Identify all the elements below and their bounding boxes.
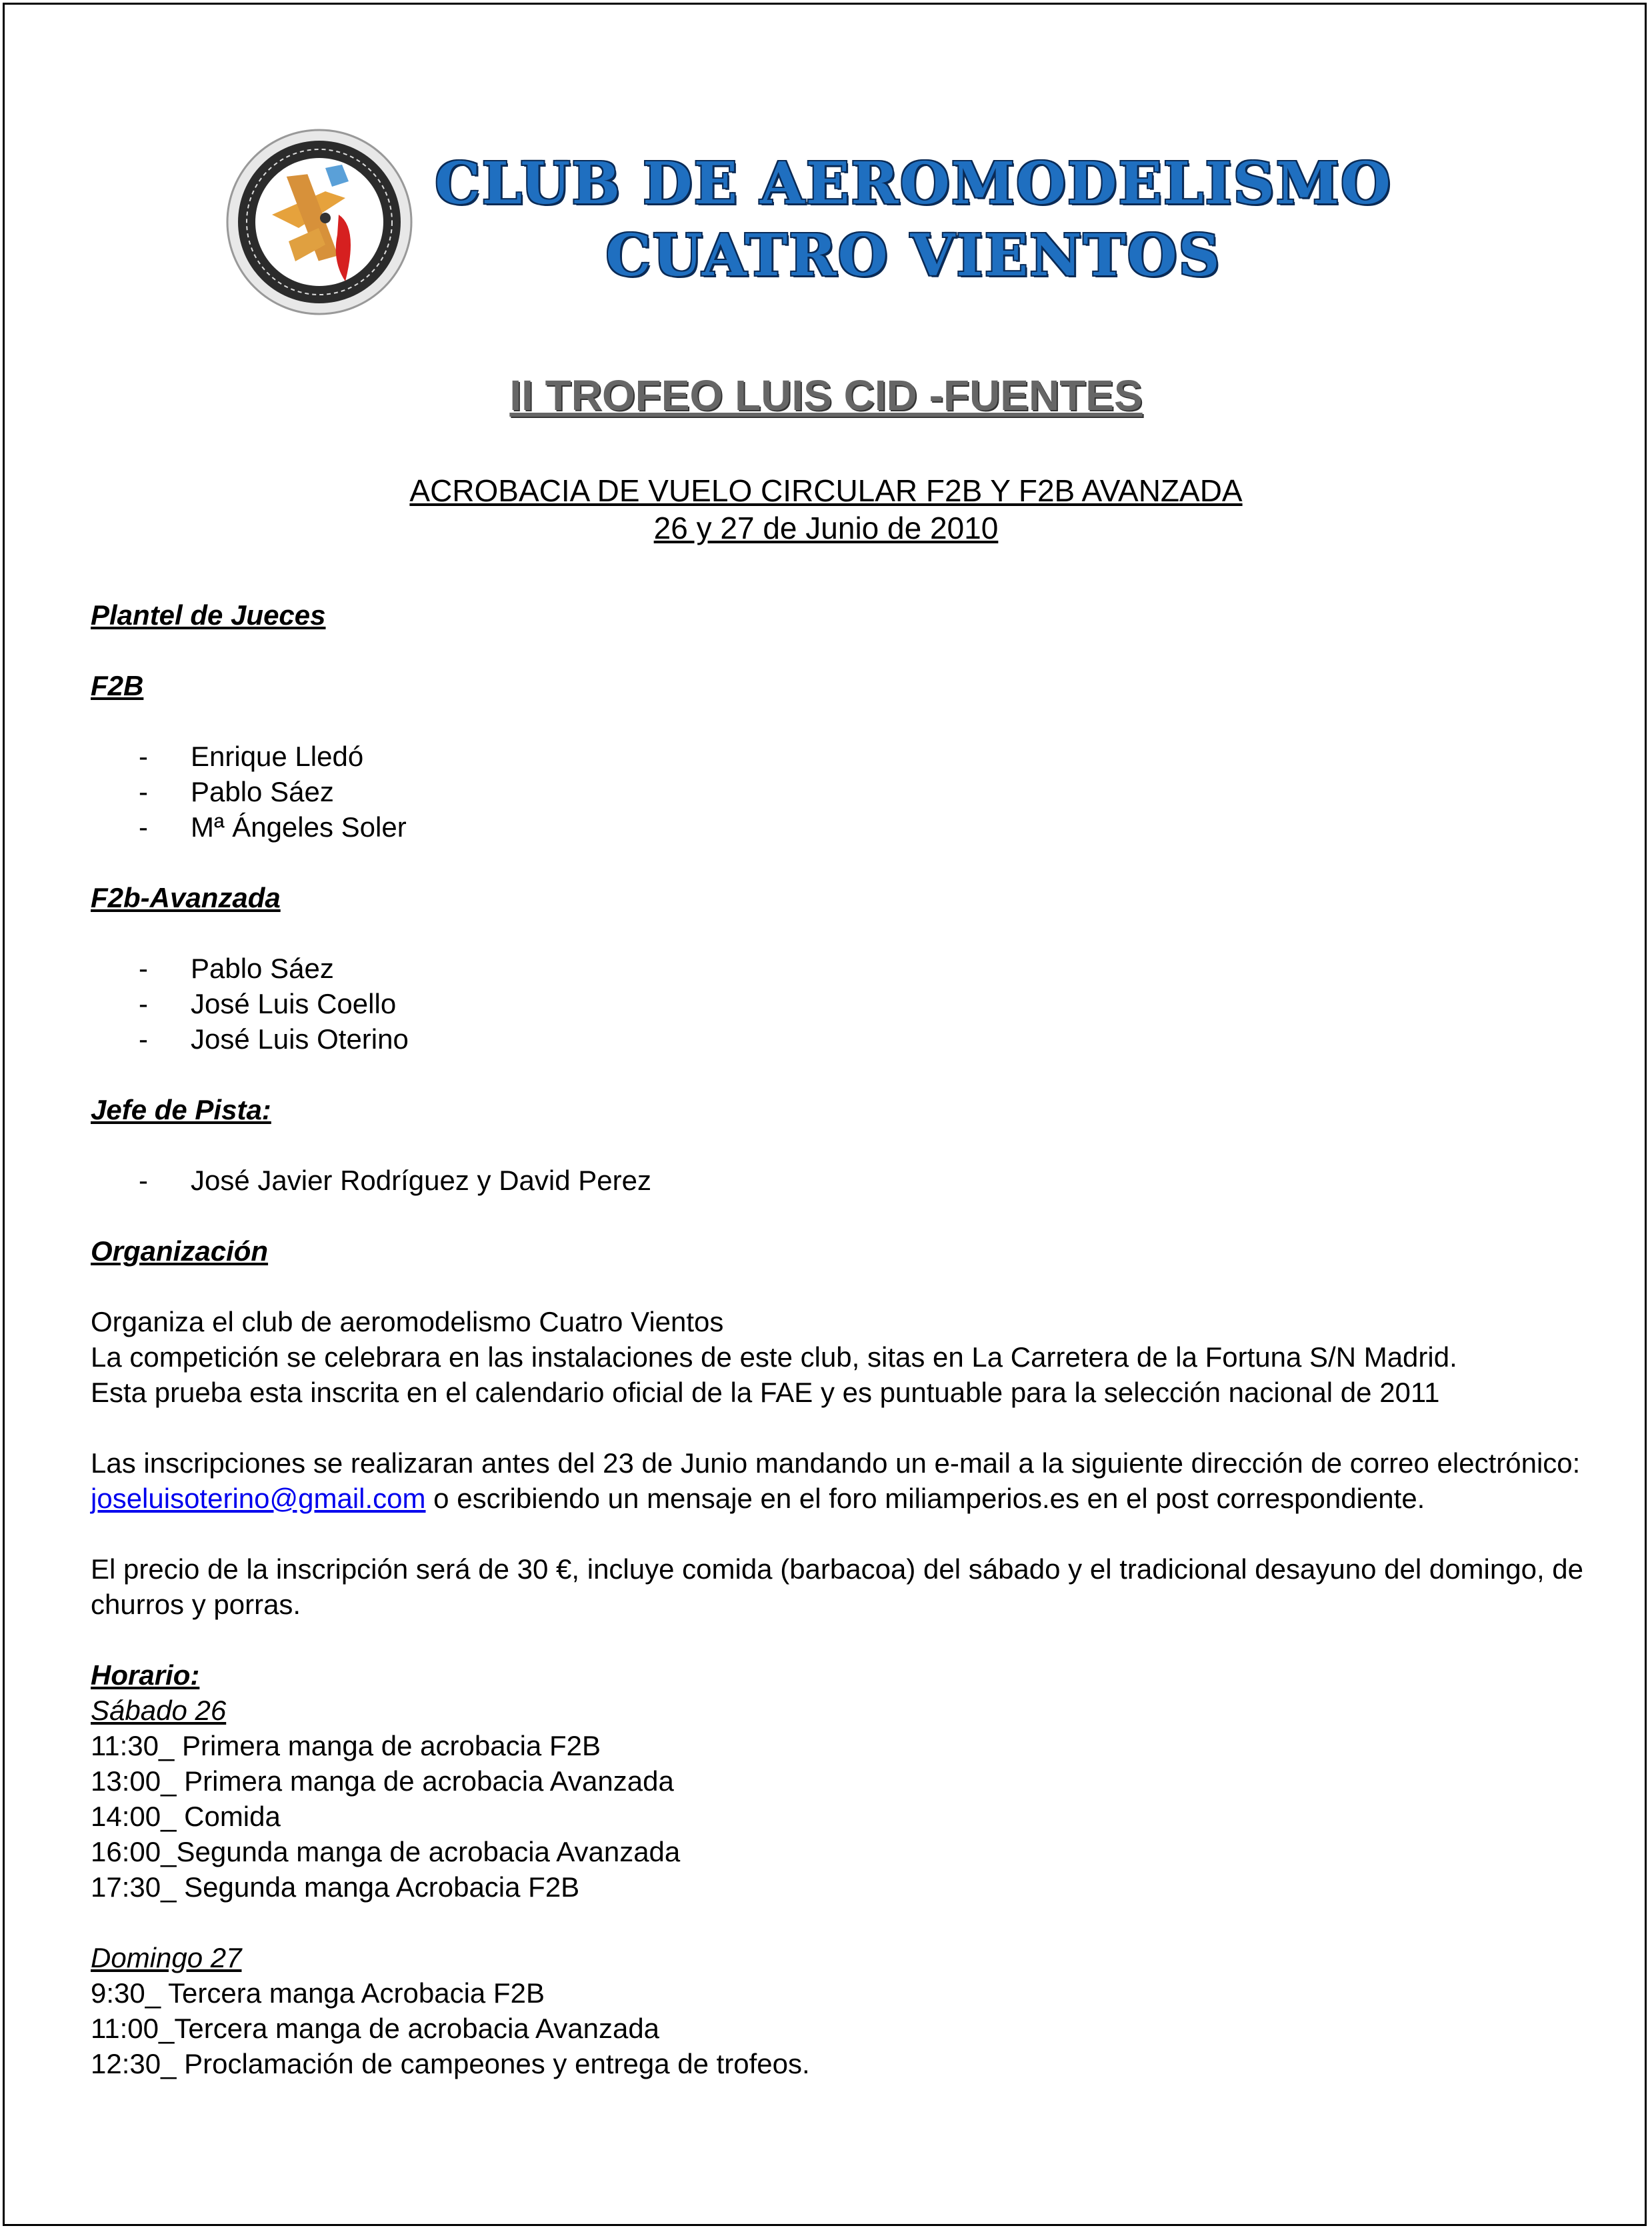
judges-heading: Plantel de Jueces xyxy=(91,599,326,631)
club-title xyxy=(400,148,1427,292)
f2b-heading: F2B xyxy=(91,670,144,701)
list-item: - Pablo Sáez xyxy=(139,953,334,984)
price-paragraph: El precio de la inscripción será de 30 €, incluye comida (barbacoa) del sábado y el tradicional desayuno del domingo, de churros y porras. xyxy=(91,1553,1584,1620)
organization-line: Organiza el club de aeromodelismo Cuatro Vientos xyxy=(91,1306,724,1337)
track-chief-list xyxy=(91,1163,1597,1198)
trophy-title: II TROFEO LUIS CID -FUENTES xyxy=(509,371,1143,419)
list-item: - Pablo Sáez xyxy=(139,776,334,807)
schedule-item: 9:30_ Tercera manga Acrobacia F2B xyxy=(91,1977,545,2009)
saturday-label: Sábado 26 xyxy=(91,1695,227,1726)
schedule-item: 17:30_ Segunda manga Acrobacia F2B xyxy=(91,1871,580,1903)
airplane-emblem-icon xyxy=(225,128,413,316)
list-item: - José Luis Coello xyxy=(139,988,397,1019)
organization-line: La competición se celebrara en las instalaciones de este club, sitas en La Carretera de la Fortuna S/N Madrid. xyxy=(91,1341,1457,1373)
list-item: - Enrique Lledó xyxy=(139,741,364,772)
list-item: - Mª Ángeles Soler xyxy=(139,811,407,843)
document-body xyxy=(91,597,1597,2081)
schedule-item: 11:30_ Primera manga de acrobacia F2B xyxy=(91,1730,601,1761)
sunday-label: Domingo 27 xyxy=(91,1942,242,1973)
list-item: - José Javier Rodríguez y David Perez xyxy=(139,1165,651,1196)
schedule-item: 13:00_ Primera manga de acrobacia Avanzada xyxy=(91,1765,674,1797)
schedule-item: 11:00_Tercera manga de acrobacia Avanzada xyxy=(91,2013,660,2044)
club-title-line2: CUATRO VIENTOS xyxy=(605,222,1221,289)
list-item: - José Luis Oterino xyxy=(139,1023,409,1055)
schedule-item: 12:30_ Proclamación de campeones y entrega de trofeos. xyxy=(91,2048,810,2079)
organization-heading: Organización xyxy=(91,1235,269,1267)
f2b-judges-list xyxy=(91,739,1597,845)
event-discipline: ACROBACIA DE VUELO CIRCULAR F2B Y F2B AVANZADA xyxy=(409,473,1243,508)
f2b-advanced-heading: F2b-Avanzada xyxy=(91,882,281,913)
schedule-item: 16:00_Segunda manga de acrobacia Avanzada xyxy=(91,1836,681,1867)
club-title-line1: CLUB DE AEROMODELISMO xyxy=(435,150,1392,217)
registration-paragraph: Las inscripciones se realizaran antes del 23 de Junio mandando un e-mail a la siguiente dirección de correo electrónico: joseluisoterino@gmail.com o escribiendo un mensaje en el foro miliamperios.es en el post correspondiente. xyxy=(91,1447,1581,1514)
organization-line: Esta prueba esta inscrita en el calendario oficial de la FAE y es puntuable para la selección nacional de 2011 xyxy=(91,1377,1440,1408)
schedule-item: 14:00_ Comida xyxy=(91,1801,281,1832)
f2b-advanced-judges-list xyxy=(91,951,1597,1057)
email-link[interactable]: joseluisoterino@gmail.com xyxy=(91,1483,426,1514)
event-dates: 26 y 27 de Junio de 2010 xyxy=(653,511,999,545)
schedule-heading: Horario: xyxy=(91,1659,200,1691)
track-chief-heading: Jefe de Pista: xyxy=(91,1094,271,1125)
event-subtitle xyxy=(0,472,1652,547)
